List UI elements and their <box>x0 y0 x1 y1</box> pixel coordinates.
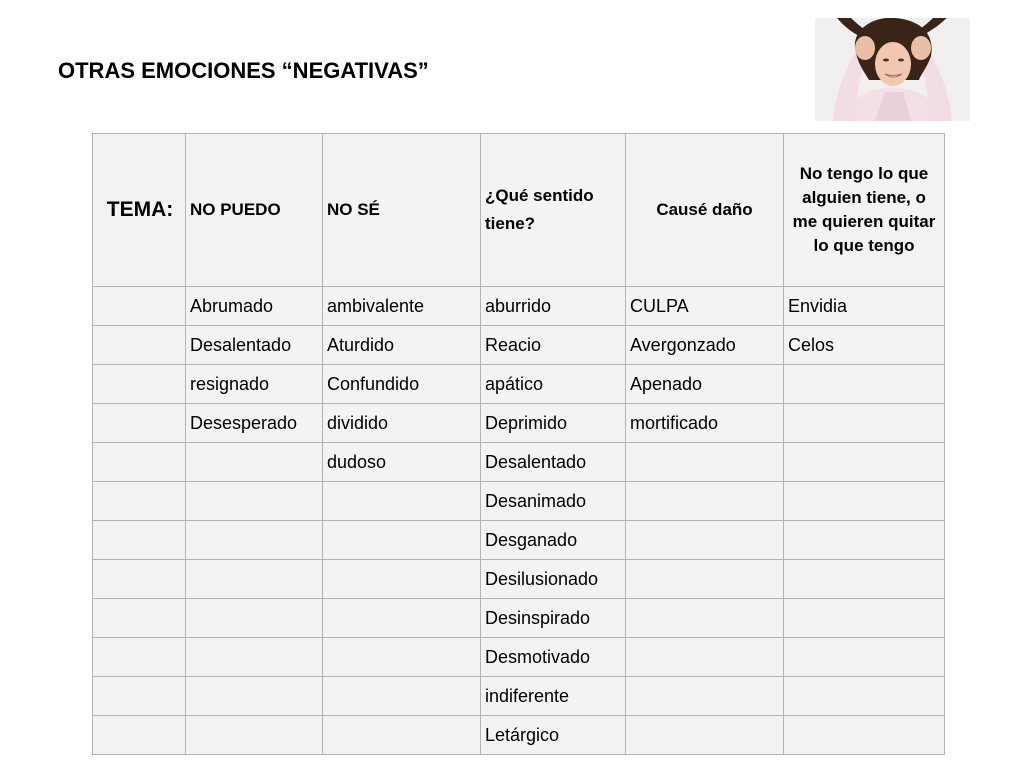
table-row <box>93 482 945 521</box>
table-cell <box>93 677 186 716</box>
header-que-sentido: ¿Qué sentido tiene? <box>481 134 626 287</box>
table-cell <box>186 482 323 521</box>
table-row <box>93 677 945 716</box>
table-cell <box>784 443 945 482</box>
table-cell: resignado <box>186 365 323 404</box>
table-cell: Desanimado <box>481 482 626 521</box>
table-cell: Letárgico <box>481 716 626 755</box>
table-cell <box>93 716 186 755</box>
table-cell <box>93 599 186 638</box>
table-cell: mortificado <box>626 404 784 443</box>
table-cell <box>784 716 945 755</box>
table-row <box>93 521 945 560</box>
table-row <box>93 326 945 365</box>
table-cell: indiferente <box>481 677 626 716</box>
table-row <box>93 638 945 677</box>
table-cell <box>784 560 945 599</box>
table-row <box>93 716 945 755</box>
table-row <box>93 560 945 599</box>
table-row <box>93 443 945 482</box>
table-cell: dividido <box>323 404 481 443</box>
table-cell: Deprimido <box>481 404 626 443</box>
table-cell: apático <box>481 365 626 404</box>
table-cell: Envidia <box>784 287 945 326</box>
table-cell <box>626 638 784 677</box>
table-cell <box>93 404 186 443</box>
table-cell <box>186 560 323 599</box>
table-cell <box>93 443 186 482</box>
table-header-row <box>93 134 945 287</box>
table-cell <box>93 482 186 521</box>
table-cell: Desilusionado <box>481 560 626 599</box>
table-cell <box>186 677 323 716</box>
table-cell <box>186 638 323 677</box>
stressed-woman-photo <box>815 18 970 121</box>
table-cell: dudoso <box>323 443 481 482</box>
table-cell <box>93 287 186 326</box>
table-cell: Abrumado <box>186 287 323 326</box>
table-cell <box>323 638 481 677</box>
table-cell: Confundido <box>323 365 481 404</box>
table-cell: ambivalente <box>323 287 481 326</box>
page-title: OTRAS EMOCIONES “NEGATIVAS” <box>58 58 429 83</box>
table-cell: Apenado <box>626 365 784 404</box>
table-cell <box>626 443 784 482</box>
table-cell: Avergonzado <box>626 326 784 365</box>
table-cell: Desinspirado <box>481 599 626 638</box>
header-no-puedo: NO PUEDO <box>186 134 323 287</box>
table-cell <box>626 599 784 638</box>
table-cell <box>784 365 945 404</box>
table-cell: aburrido <box>481 287 626 326</box>
table-cell <box>323 521 481 560</box>
table-cell: Desmotivado <box>481 638 626 677</box>
table-cell <box>784 521 945 560</box>
table-cell: Desalentado <box>481 443 626 482</box>
table-cell <box>784 599 945 638</box>
table-cell <box>784 638 945 677</box>
header-cause-dano: Causé daño <box>626 134 784 287</box>
table-cell <box>626 677 784 716</box>
table-cell <box>186 716 323 755</box>
table-cell <box>784 404 945 443</box>
table-row <box>93 599 945 638</box>
table-cell <box>186 521 323 560</box>
table-cell <box>323 560 481 599</box>
table-cell <box>186 599 323 638</box>
table-cell: Reacio <box>481 326 626 365</box>
table-cell <box>626 560 784 599</box>
table-cell: CULPA <box>626 287 784 326</box>
header-no-se: NO SÉ <box>323 134 481 287</box>
table-row <box>93 365 945 404</box>
table-cell <box>323 482 481 521</box>
table-cell <box>784 482 945 521</box>
emotions-table <box>92 133 945 755</box>
table-cell <box>323 599 481 638</box>
table-cell: Desesperado <box>186 404 323 443</box>
table-cell: Aturdido <box>323 326 481 365</box>
table-cell: Desganado <box>481 521 626 560</box>
table-cell <box>323 677 481 716</box>
table-cell <box>93 521 186 560</box>
table-cell <box>93 560 186 599</box>
table-cell: Celos <box>784 326 945 365</box>
header-tema: TEMA: <box>93 134 186 287</box>
table-cell <box>93 638 186 677</box>
table-cell <box>186 443 323 482</box>
table-cell <box>784 677 945 716</box>
table-cell <box>626 521 784 560</box>
table-cell <box>93 365 186 404</box>
table-cell <box>626 716 784 755</box>
table-row <box>93 287 945 326</box>
table-row <box>93 404 945 443</box>
table-cell <box>323 716 481 755</box>
table-cell: Desalentado <box>186 326 323 365</box>
header-no-tengo: No tengo lo que alguien tiene, o me quieren quitar lo que tengo <box>784 134 945 287</box>
table-cell <box>93 326 186 365</box>
table-cell <box>626 482 784 521</box>
